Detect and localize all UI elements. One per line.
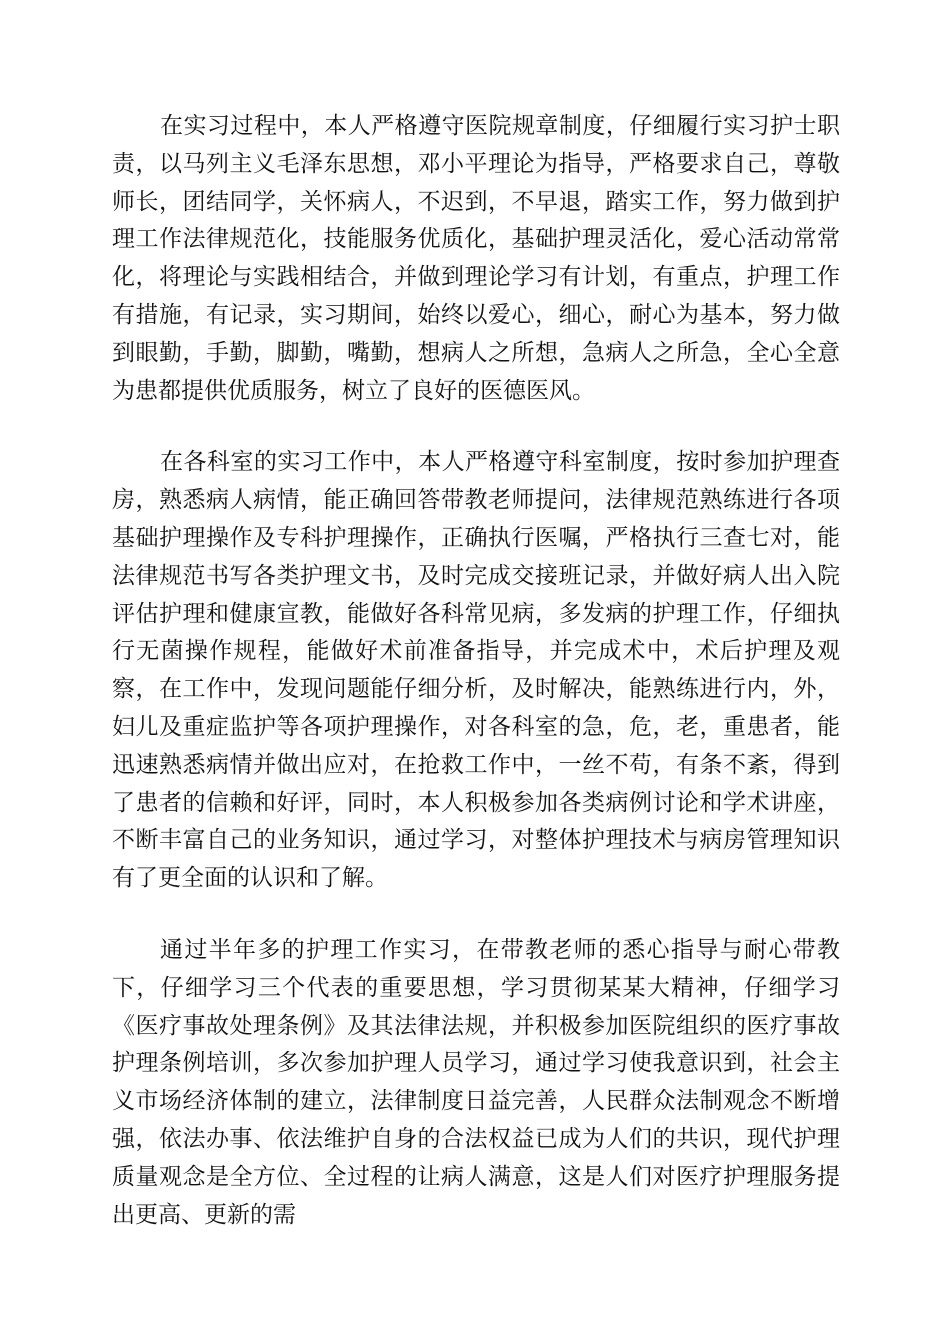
paragraph-department-work: 在各科室的实习工作中，本人严格遵守科室制度，按时参加护理查房，熟悉病人病情，能正确回答带教老师提问，法律规范熟练进行各项基础护理操作及专科护理操作，正确执行医嘱，严格执行三查七对，能法律规范书写各类护理文书，及时完成交接班记录，并做好病人出入院评估护理和健康宣教，能做好各科常见病，多发病的护理工作，仔细执行无菌操作规程，能做好术前准备指导，并完成术中，术后护理及观察，在工作中，发现问题能仔细分析，及时解决，能熟练进行内，外，妇儿及重症监护等各项护理操作，对各科室的急，危，老，重患者，能迅速熟悉病情并做出应对，在抢救工作中，一丝不苟，有条不紊，得到了患者的信赖和好评，同时，本人积极参加各类病例讨论和学术讲座，不断丰富自己的业务知识，通过学习，对整体护理技术与病房管理知识有了更全面的认识和了解。 — [112, 449, 840, 892]
paragraph-internship-conduct: 在实习过程中，本人严格遵守医院规章制度，仔细履行实习护士职责，以马列主义毛泽东思想，邓小平理论为指导，严格要求自己，尊敬师长，团结同学，关怀病人，不迟到，不早退，踏实工作，努力做到护理工作法律规范化，技能服务优质化，基础护理灵活化，爱心活动常常化，将理论与实践相结合，并做到理论学习有计划，有重点，护理工作有措施，有记录，实习期间，始终以爱心，细心，耐心为基本，努力做到眼勤，手勤，脚勤，嘴勤，想病人之所想，急病人之所急，全心全意为患都提供优质服务，树立了良好的医德医风。 — [112, 113, 840, 404]
paragraph-learning-reflection: 通过半年多的护理工作实习，在带教老师的悉心指导与耐心带教下，仔细学习三个代表的重要思想，学习贯彻某某大精神，仔细学习《医疗事故处理条例》及其法律法规，并积极参加医院组织的医疗事故护理条例培训，多次参加护理人员学习，通过学习使我意识到，社会主义市场经济体制的建立，法律制度日益完善，人民群众法制观念不断增强，依法办事、依法维护自身的合法权益已成为人们的共识，现代护理质量观念是全方位、全过程的让病人满意，这是人们对医疗护理服务提出更高、更新的需 — [112, 936, 840, 1228]
document-body — [112, 108, 840, 1234]
